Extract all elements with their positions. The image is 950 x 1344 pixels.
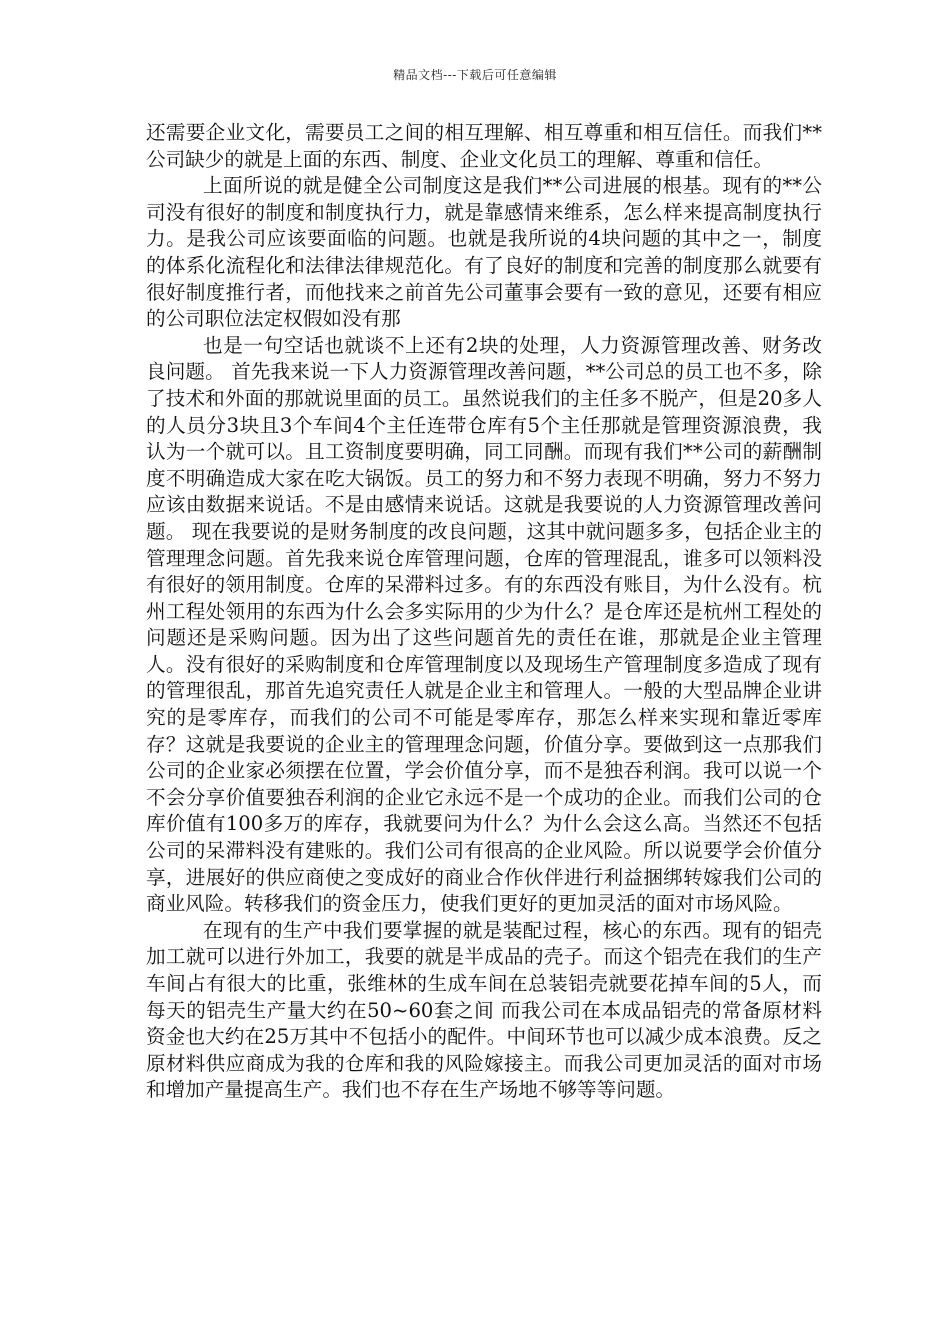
page-header: 精品文档---下载后可任意编辑 — [393, 68, 557, 82]
paragraph-4: 在现有的生产中我们要掌握的就是装配过程，核心的东西。现有的铝壳加工就可以进行外加工，我要的就是半成品的壳子。而这个铝壳在我们的生产车间占有很大的比重，张维林的生成车间在总装铝壳就要花掉车间的5人，而每天的铝壳生产量大约在50~60套之间 而我公司在本成品铝壳的常备原材料资金也大约在25万其中不包括小的配件。中间环节也可以减少成本浪费。反之原材料供应商成为我的仓库和我的风险嫁接主。而我公司更加灵活的面对市场和增加产量提高生产。我们也不存在生产场地不够等等问题。 — [146, 918, 822, 1102]
paragraph-1: 还需要企业文化，需要员工之间的相互理解、相互尊重和相互信任。而我们**公司缺少的就是上面的东西、制度、企业文化员工的理解、尊重和信任。 — [146, 121, 822, 171]
document-body — [146, 120, 822, 1104]
paragraph-2: 上面所说的就是健全公司制度这是我们**公司进展的根基。现有的**公司没有很好的制度和制度执行力，就是靠感情来维系，怎么样来提高制度执行力。是我公司应该要面临的问题。也就是我所说的4块问题的其中之一，制度的体系化流程化和法律法律规范化。有了良好的制度和完善的制度那么就要有很好制度推行者，而他找来之前首先公司董事会要有一致的意见，还要有相应的公司职位法定权假如没有那 — [146, 174, 822, 331]
paragraph-3: 也是一句空话也就谈不上还有2块的处理，人力资源管理改善、财务改良问题。 首先我来说一下人力资源管理改善问题，**公司总的员工也不多，除了技术和外面的那就说里面的员工。虽然说我们的主任多不脱产，但是20多人的人员分3块且3个车间4个主任连带仓库有5个主任那就是管理资源浪费，我认为一个就可以。且工资制度要明确，同工同酬。而现有我们**公司的薪酬制度不明确造成大家在吃大锅饭。员工的努力和不努力表现不明确，努力不努力应该由数据来说话。不是由感情来说话。这就是我要说的人力资源管理改善问题。 现在我要说的是财务制度的改良问题，这其中就问题多多，包括企业主的管理理念问题。首先我来说仓库管理问题，仓库的管理混乱，谁多可以领料没有很好的领用制度。仓库的呆滞料过多。有的东西没有账目，为什么没有。杭州工程处领用的东西为什么会多实际用的少为什么？是仓库还是杭州工程处的问题还是采购问题。因为出了这些问题首先的责任在谁，那就是企业主管理人。没有很好的采购制度和仓库管理制度以及现场生产管理制度多造成了现有的管理很乱，那首先追究责任人就是企业主和管理人。一般的大型品牌企业讲究的是零库存，而我们的公司不可能是零库存，那怎么样来实现和靠近零库存？这就是我要说的企业主的管理理念问题，价值分享。要做到这一点那我们公司的企业家必须摆在位置，学会价值分享，而不是独吞利润。我可以说一个不会分享价值要独吞利润的企业它永远不是一个成功的企业。而我们公司的仓库价值有100多万的库存，我就要问为什么？为什么会这么高。当然还不包括公司的呆滞料没有建账的。我们公司有很高的企业风险。所以说要学会价值分享，进展好的供应商使之变成好的商业合作伙伴进行利益捆绑转嫁我们公司的商业风险。转移我们的资金压力，使我们更好的更加灵活的面对市场风险。 — [146, 333, 822, 916]
